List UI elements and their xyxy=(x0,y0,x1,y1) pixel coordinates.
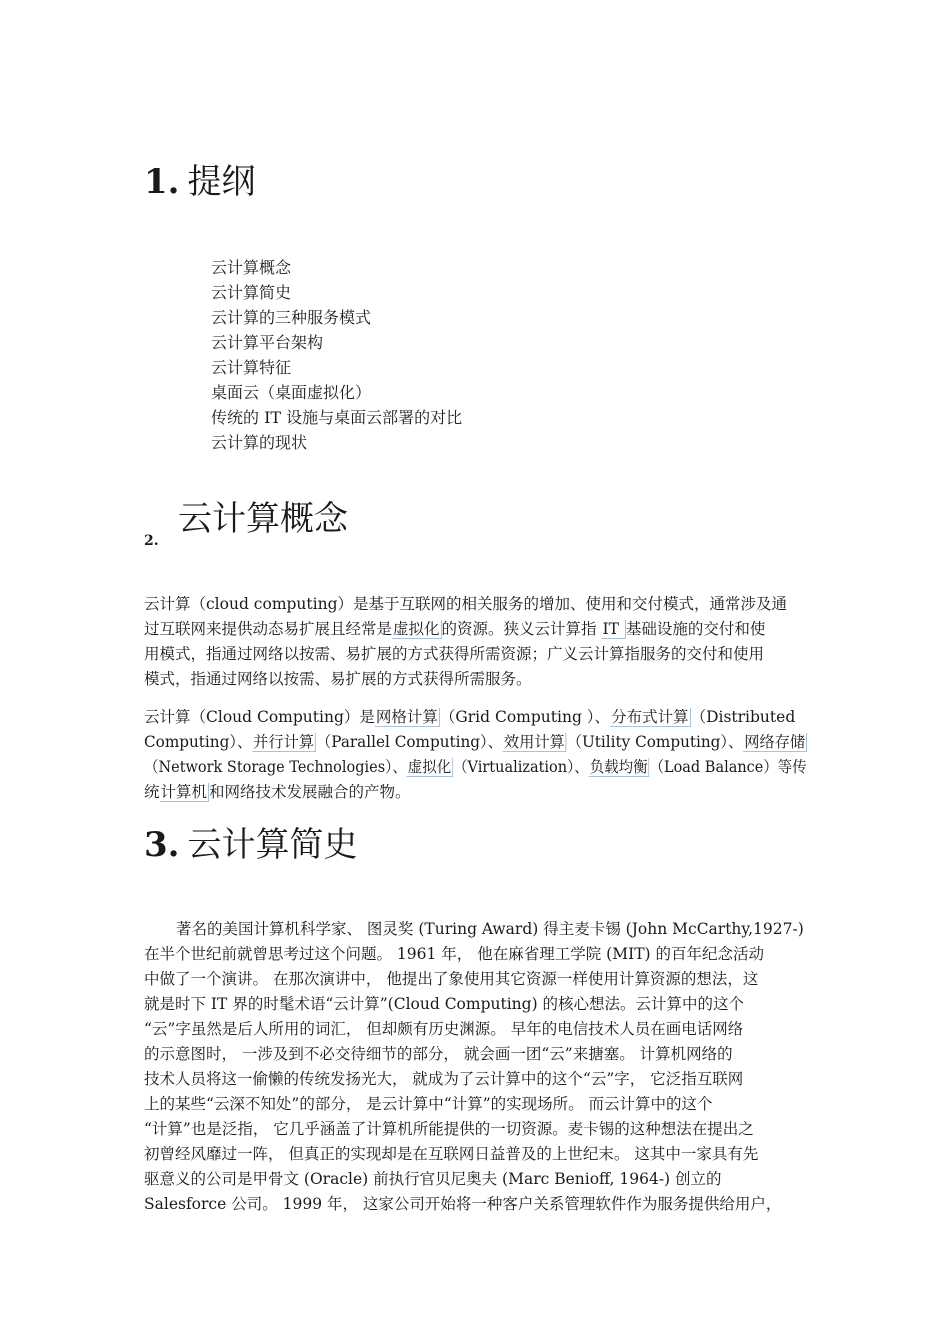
text-run: （Grid Computing ）、 xyxy=(439,708,611,726)
paragraph-origins xyxy=(144,705,807,805)
outline-item: 桌面云（桌面虚拟化） xyxy=(211,383,372,402)
link-grid-computing[interactable]: 网格计算 xyxy=(375,708,438,726)
text-line: 初曾经风靡过一阵， 但真正的实现却是在互联网日益普及的上世纪末。 这其中一家具有先 xyxy=(144,1145,759,1163)
section-number: 3. xyxy=(144,825,180,865)
outline-item: 云计算的三种服务模式 xyxy=(211,308,372,327)
section-heading-1 xyxy=(144,162,256,202)
link-virtualization-2[interactable]: 虚拟化 xyxy=(407,758,452,776)
section-title: 云计算简史 xyxy=(187,825,358,865)
text-line xyxy=(144,780,807,805)
text-run: 过互联网来提供动态易扩展且经常是 xyxy=(144,620,393,638)
outline-list xyxy=(211,255,462,455)
outline-item: 云计算概念 xyxy=(211,258,292,277)
text-line: 中做了一个演讲。 在那次演讲中， 他提出了象使用其它资源一样使用计算资源的想法，这 xyxy=(144,970,759,988)
text-line: 用模式，指通过网络以按需、易扩展的方式获得所需资源；广义云计算指服务的交付和使用 xyxy=(144,645,765,663)
paragraph-definition xyxy=(144,592,807,692)
text-line xyxy=(144,917,807,942)
text-line: 上的某些“云深不知处”的部分， 是云计算中“计算”的实现场所。 而云计算中的这个 xyxy=(144,1095,713,1113)
link-distributed-computing[interactable]: 分布式计算 xyxy=(611,708,689,726)
section-title: 提纲 xyxy=(187,162,256,202)
link-it[interactable]: IT xyxy=(602,620,624,638)
text-run: 和网络技术发展融合的产物。 xyxy=(209,783,411,801)
text-line: “计算”也是泛指， 它几乎涵盖了计算机所能提供的一切资源。麦卡锡的这种想法在提出之 xyxy=(144,1120,754,1138)
link-computer[interactable]: 计算机 xyxy=(160,783,208,801)
section-number-2: 2. xyxy=(144,533,159,549)
section-heading-2: 云计算概念 xyxy=(178,499,348,539)
text-line: 云计算（cloud computing）是基于互联网的相关服务的增加、使用和交付模式，通常涉及通 xyxy=(144,595,788,613)
text-line xyxy=(144,617,807,642)
outline-item: 云计算简史 xyxy=(211,283,292,302)
section-heading-3 xyxy=(144,825,358,865)
text-line: 的示意图时， 一涉及到不必交待细节的部分， 就会画一团“云”来搪塞。 计算机网络的 xyxy=(144,1045,733,1063)
link-load-balance[interactable]: 负载均衡 xyxy=(589,758,648,776)
outline-item: 传统的 IT 设施与桌面云部署的对比 xyxy=(211,408,463,427)
text-line: 模式，指通过网络以按需、易扩展的方式获得所需服务。 xyxy=(144,670,532,688)
text-run: 云计算（Cloud Computing）是 xyxy=(144,708,375,726)
text-line: Salesforce 公司。 1999 年， 这家公司开始将一种客户关系管理软件作为服务提供给用户， xyxy=(144,1195,782,1213)
outline-item: 云计算的现状 xyxy=(211,433,308,452)
text-line: 技术人员将这一偷懒的传统发扬光大， 就成为了云计算中的这个“云”字， 它泛指互联网 xyxy=(144,1070,744,1088)
paragraph-history xyxy=(144,917,807,1217)
text-run: 基础设施的交付和使 xyxy=(625,620,766,638)
text-run: 的资源。狭义云计算指 xyxy=(441,620,602,638)
text-run: Computing）、 xyxy=(144,733,253,751)
text-line xyxy=(144,755,807,780)
text-line: 就是时下 IT 界的时髦术语“云计算”(Cloud Computing) 的核心想法。云计算中的这个 xyxy=(144,995,745,1013)
text-run: （Virtualization）、 xyxy=(453,758,589,776)
text-line xyxy=(144,705,807,730)
outline-item: 云计算特征 xyxy=(211,358,292,377)
text-run: 统 xyxy=(144,783,160,801)
text-line: 驱意义的公司是甲骨文 (Oracle) 前执行官贝尼奥夫 (Marc Benioff, 1964-) 创立的 xyxy=(144,1170,722,1188)
section-number: 1. xyxy=(144,162,180,202)
text-line: 在半个世纪前就曾思考过这个问题。 1961 年， 他在麻省理工学院 (MIT) 的百年纪念活动 xyxy=(144,945,765,963)
link-utility-computing[interactable]: 效用计算 xyxy=(503,733,565,751)
text-run: （Utility Computing）、 xyxy=(566,733,744,751)
text-run: （Distributed xyxy=(690,708,796,726)
text-line xyxy=(144,730,806,755)
text-run: （Network Storage Technologies）、 xyxy=(144,758,407,776)
text-line: “云”字虽然是后人所用的词汇， 但却颇有历史渊源。 早年的电信技术人员在画电话网络 xyxy=(144,1020,744,1038)
link-virtualization[interactable]: 虚拟化 xyxy=(393,620,440,638)
link-network-storage[interactable]: 网络存储 xyxy=(744,733,806,751)
text-run: （Parallel Computing）、 xyxy=(316,733,503,751)
text-run: （Load Balance）等传 xyxy=(649,758,807,776)
link-parallel-computing[interactable]: 并行计算 xyxy=(253,733,315,751)
text-run: 著名的美国计算机科学家、 图灵奖 (Turing Award) 得主麦卡锡 (John McCarthy,1927-) xyxy=(176,920,804,938)
outline-item: 云计算平台架构 xyxy=(211,333,324,352)
